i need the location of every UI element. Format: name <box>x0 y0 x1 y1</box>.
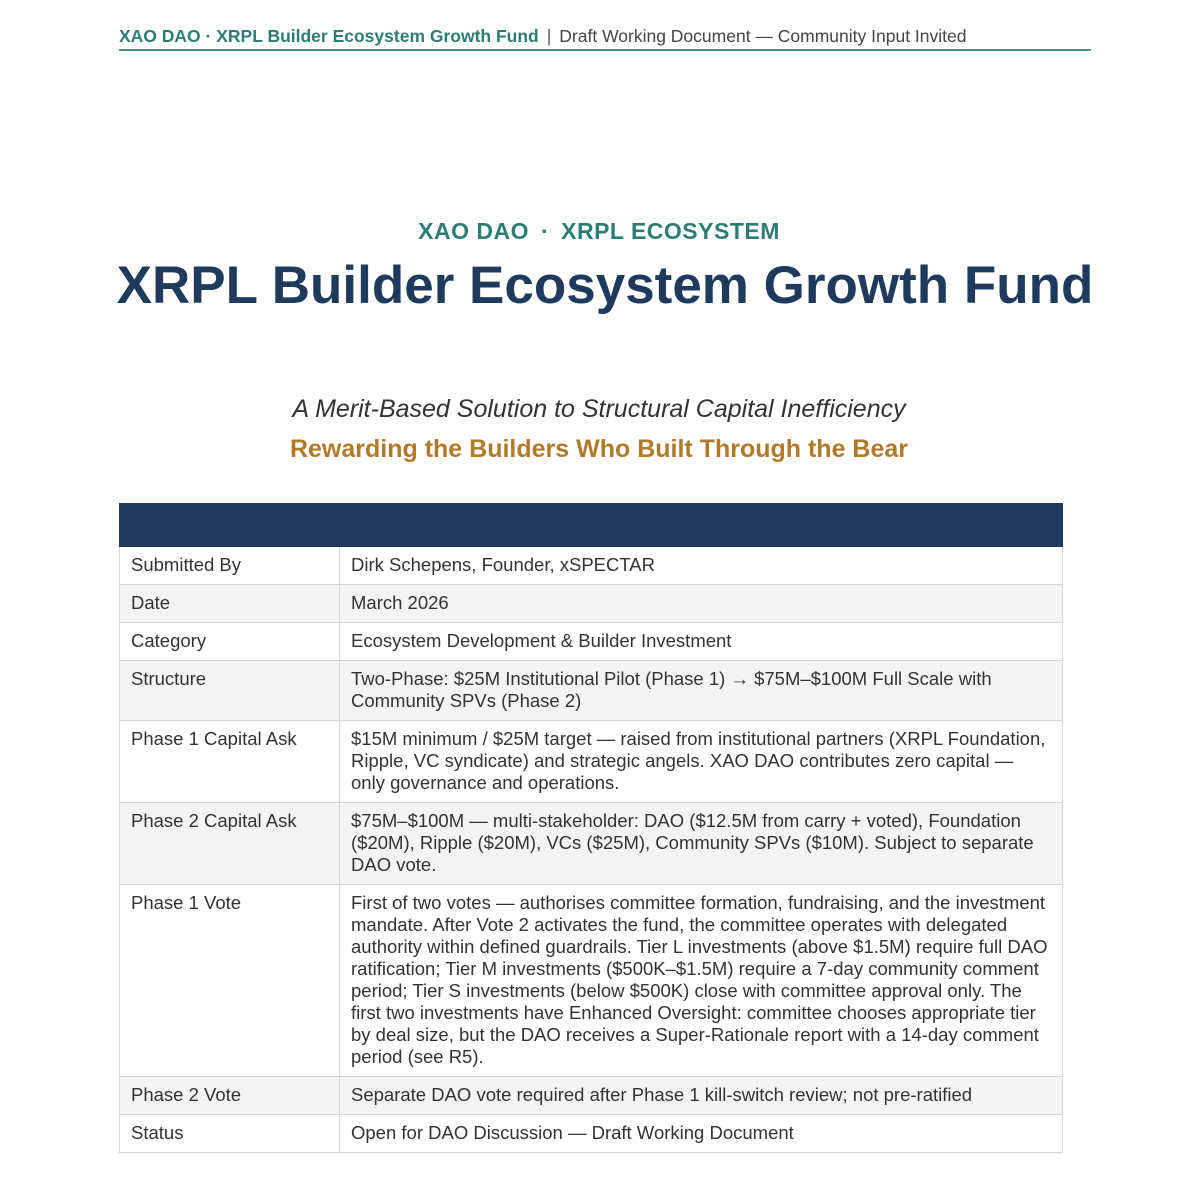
running-header <box>119 25 1091 51</box>
table-row <box>120 1077 1063 1115</box>
table-row <box>120 623 1063 661</box>
row-label: Phase 2 Capital Ask <box>120 803 340 885</box>
row-label: Phase 1 Vote <box>120 885 340 1077</box>
row-label: Status <box>120 1115 340 1153</box>
table-header-cell <box>340 504 1063 547</box>
row-value: $75M–$100M — multi-stakeholder: DAO ($12.5M from carry + voted), Foundation ($20M), Ripple ($20M), VCs ($25M), Community SPVs ($10M). Subject to separate DAO vote. <box>340 803 1063 885</box>
row-value: $15M minimum / $25M target — raised from institutional partners (XRPL Foundation, Ripple, VC syndicate) and strategic angels. XAO DAO contributes zero capital — only governance and operations. <box>340 721 1063 803</box>
table-header-bar <box>120 504 1063 547</box>
table-row <box>120 585 1063 623</box>
proposal-metadata-table <box>119 503 1063 1153</box>
table-header-cell <box>120 504 340 547</box>
table-row <box>120 803 1063 885</box>
row-value: Separate DAO vote required after Phase 1 kill-switch review; not pre-ratified <box>340 1077 1063 1115</box>
document-tagline: Rewarding the Builders Who Built Through the Bear <box>289 435 909 463</box>
row-value: Open for DAO Discussion — Draft Working Document <box>340 1115 1063 1153</box>
row-value: Ecosystem Development & Builder Investment <box>340 623 1063 661</box>
kicker-right: XRPL ECOSYSTEM <box>561 218 780 244</box>
cover-kicker <box>0 218 1198 245</box>
running-header-brand: XAO DAO · XRPL Builder Ecosystem Growth Fund <box>119 26 539 46</box>
row-label: Date <box>120 585 340 623</box>
row-value: Two-Phase: $25M Institutional Pilot (Phase 1) → $75M–$100M Full Scale with Community SPVs (Phase 2) <box>340 661 1063 721</box>
kicker-dot: · <box>540 218 550 244</box>
row-label: Phase 1 Capital Ask <box>120 721 340 803</box>
running-header-note: Draft Working Document — Community Input Invited <box>559 26 967 46</box>
document-subtitle: A Merit-Based Solution to Structural Capital Inefficiency <box>292 395 906 423</box>
row-label: Phase 2 Vote <box>120 1077 340 1115</box>
row-value: First of two votes — authorises committee formation, fundraising, and the investment mandate. After Vote 2 activates the fund, the committee operates with delegated authority within defined guardrails. Tier L investments (above $1.5M) require full DAO ratification; Tier M investments ($500K–$1.5M) require a 7-day community comment period; Tier S investments (below $500K) close with committee approval only. The first two investments have Enhanced Oversight: committee chooses appropriate tier by deal size, but the DAO receives a Super-Rationale report with a 14-day comment period (see R5). <box>340 885 1063 1077</box>
row-label: Structure <box>120 661 340 721</box>
running-header-separator: | <box>546 26 552 46</box>
table-row <box>120 721 1063 803</box>
table-row <box>120 885 1063 1077</box>
document-title: XRPL Builder Ecosystem Growth Fund <box>116 256 1094 315</box>
row-label: Category <box>120 623 340 661</box>
table-row <box>120 1115 1063 1153</box>
row-value: March 2026 <box>340 585 1063 623</box>
table-row <box>120 547 1063 585</box>
table-row <box>120 661 1063 721</box>
kicker-left: XAO DAO <box>418 218 529 244</box>
row-label: Submitted By <box>120 547 340 585</box>
row-value: Dirk Schepens, Founder, xSPECTAR <box>340 547 1063 585</box>
